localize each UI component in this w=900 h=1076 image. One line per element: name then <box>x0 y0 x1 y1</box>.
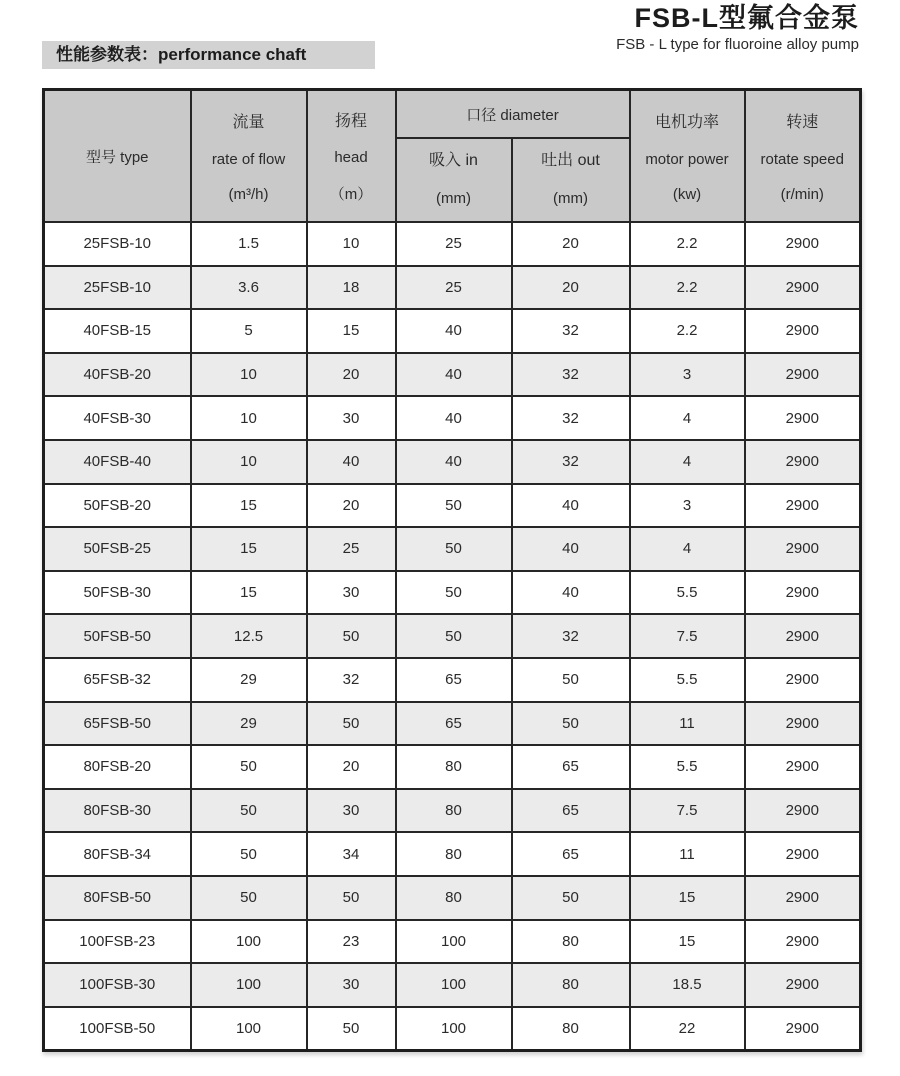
table-row <box>44 702 861 746</box>
table-cell: 100 <box>396 920 512 964</box>
table-cell: 10 <box>191 353 307 397</box>
table-cell: 25 <box>396 222 512 266</box>
table-row <box>44 920 861 964</box>
table-cell: 11 <box>630 702 745 746</box>
table-cell: 80 <box>396 876 512 920</box>
table-cell: 32 <box>512 396 630 440</box>
header-discharge-out: 吐出 out (mm) <box>512 138 630 222</box>
table-row <box>44 745 861 789</box>
header-suction-in: 吸入 in (mm) <box>396 138 512 222</box>
table-cell: 30 <box>307 789 396 833</box>
header-head: 扬程 head （m） <box>307 90 396 223</box>
table-cell: 50 <box>396 484 512 528</box>
table-cell: 4 <box>630 396 745 440</box>
table-cell: 3 <box>630 484 745 528</box>
page-title: FSB-L型氟合金泵 <box>634 3 859 33</box>
performance-table <box>42 88 862 1052</box>
table-cell: 40 <box>396 353 512 397</box>
table-cell: 100 <box>191 920 307 964</box>
table-cell: 50FSB-20 <box>44 484 191 528</box>
table-cell: 18.5 <box>630 963 745 1007</box>
table-cell: 10 <box>307 222 396 266</box>
table-cell: 5.5 <box>630 658 745 702</box>
table-cell: 4 <box>630 440 745 484</box>
table-cell: 2900 <box>745 832 861 876</box>
table-cell: 40FSB-20 <box>44 353 191 397</box>
table-cell: 20 <box>512 222 630 266</box>
table-cell: 40 <box>396 396 512 440</box>
table-cell: 80FSB-50 <box>44 876 191 920</box>
header-flow: 流量 rate of flow (m³/h) <box>191 90 307 223</box>
table-cell: 100FSB-23 <box>44 920 191 964</box>
table-cell: 32 <box>512 440 630 484</box>
table-cell: 40 <box>512 571 630 615</box>
table-cell: 20 <box>307 745 396 789</box>
table-cell: 50FSB-25 <box>44 527 191 571</box>
table-cell: 65FSB-50 <box>44 702 191 746</box>
table-row <box>44 353 861 397</box>
table-cell: 100 <box>396 963 512 1007</box>
table-cell: 4 <box>630 527 745 571</box>
table-cell: 2900 <box>745 484 861 528</box>
table-cell: 11 <box>630 832 745 876</box>
table-cell: 80 <box>512 963 630 1007</box>
table-row <box>44 832 861 876</box>
table-cell: 100FSB-50 <box>44 1007 191 1051</box>
table-cell: 15 <box>191 484 307 528</box>
table-cell: 30 <box>307 396 396 440</box>
table-cell: 2900 <box>745 920 861 964</box>
page-subtitle: FSB - L type for fluoroine alloy pump <box>616 36 859 53</box>
table-cell: 7.5 <box>630 789 745 833</box>
header-type: 型号 type <box>44 90 191 223</box>
table-cell: 20 <box>307 484 396 528</box>
table-row <box>44 789 861 833</box>
table-cell: 5.5 <box>630 571 745 615</box>
table-row <box>44 484 861 528</box>
header-diameter: 口径 diameter <box>396 90 630 139</box>
table-cell: 32 <box>512 309 630 353</box>
table-cell: 50 <box>512 658 630 702</box>
table-cell: 65 <box>512 832 630 876</box>
table-cell: 7.5 <box>630 614 745 658</box>
table-cell: 50 <box>307 702 396 746</box>
table-cell: 32 <box>512 353 630 397</box>
table-cell: 15 <box>630 876 745 920</box>
table-cell: 15 <box>191 527 307 571</box>
table-cell: 25 <box>307 527 396 571</box>
table-cell: 23 <box>307 920 396 964</box>
table-cell: 18 <box>307 266 396 310</box>
table-cell: 20 <box>512 266 630 310</box>
table-cell: 65 <box>396 658 512 702</box>
table-cell: 65FSB-32 <box>44 658 191 702</box>
table-cell: 50 <box>512 876 630 920</box>
table-row <box>44 1007 861 1051</box>
table-cell: 50 <box>191 832 307 876</box>
table-cell: 100 <box>396 1007 512 1051</box>
table-cell: 80 <box>396 789 512 833</box>
table-cell: 40FSB-15 <box>44 309 191 353</box>
table-cell: 100FSB-30 <box>44 963 191 1007</box>
table-cell: 3.6 <box>191 266 307 310</box>
table-body <box>44 222 861 1051</box>
table-cell: 50 <box>191 745 307 789</box>
table-cell: 50 <box>396 571 512 615</box>
table-cell: 40FSB-40 <box>44 440 191 484</box>
table-cell: 20 <box>307 353 396 397</box>
table-cell: 1.5 <box>191 222 307 266</box>
table-cell: 50 <box>307 614 396 658</box>
header-rotate-speed: 转速 rotate speed (r/min) <box>745 90 861 223</box>
table-cell: 50 <box>191 789 307 833</box>
page-title-block <box>616 2 859 54</box>
table-cell: 2900 <box>745 571 861 615</box>
table-cell: 2900 <box>745 614 861 658</box>
table-cell: 2900 <box>745 222 861 266</box>
table-cell: 80FSB-34 <box>44 832 191 876</box>
table-row <box>44 571 861 615</box>
table-cell: 50 <box>307 876 396 920</box>
table-cell: 15 <box>630 920 745 964</box>
table-cell: 2900 <box>745 396 861 440</box>
table-row <box>44 309 861 353</box>
table-cell: 2900 <box>745 876 861 920</box>
header-motor-power: 电机功率 motor power (kw) <box>630 90 745 223</box>
table-cell: 40FSB-30 <box>44 396 191 440</box>
table-cell: 65 <box>396 702 512 746</box>
section-label: 性能参数表：performance chaft <box>56 45 307 64</box>
table-row <box>44 658 861 702</box>
table-cell: 50 <box>512 702 630 746</box>
table-cell: 30 <box>307 571 396 615</box>
table-cell: 2900 <box>745 440 861 484</box>
table-cell: 2900 <box>745 789 861 833</box>
table-cell: 80FSB-20 <box>44 745 191 789</box>
table-cell: 25FSB-10 <box>44 222 191 266</box>
table-cell: 10 <box>191 396 307 440</box>
table-cell: 34 <box>307 832 396 876</box>
table-cell: 50 <box>396 527 512 571</box>
table-cell: 29 <box>191 702 307 746</box>
table-cell: 12.5 <box>191 614 307 658</box>
table-row <box>44 222 861 266</box>
table-cell: 2900 <box>745 527 861 571</box>
table-cell: 65 <box>512 789 630 833</box>
table-cell: 100 <box>191 963 307 1007</box>
table-cell: 40 <box>307 440 396 484</box>
table-cell: 80 <box>512 1007 630 1051</box>
table-row <box>44 527 861 571</box>
table-cell: 80 <box>512 920 630 964</box>
table-cell: 50 <box>307 1007 396 1051</box>
table-cell: 2.2 <box>630 222 745 266</box>
table-cell: 40 <box>512 527 630 571</box>
table-cell: 2900 <box>745 658 861 702</box>
table-row <box>44 396 861 440</box>
table-cell: 2900 <box>745 745 861 789</box>
table-cell: 22 <box>630 1007 745 1051</box>
table-cell: 40 <box>396 309 512 353</box>
table-cell: 50FSB-50 <box>44 614 191 658</box>
table-cell: 15 <box>307 309 396 353</box>
table-cell: 2900 <box>745 353 861 397</box>
table-cell: 40 <box>396 440 512 484</box>
table-cell: 29 <box>191 658 307 702</box>
table-row <box>44 614 861 658</box>
table-cell: 50 <box>396 614 512 658</box>
table-cell: 2900 <box>745 702 861 746</box>
table-cell: 80FSB-30 <box>44 789 191 833</box>
table-cell: 80 <box>396 832 512 876</box>
table-cell: 15 <box>191 571 307 615</box>
table-row <box>44 266 861 310</box>
table-cell: 50 <box>191 876 307 920</box>
table-cell: 65 <box>512 745 630 789</box>
table-row <box>44 963 861 1007</box>
section-label-bar <box>42 41 375 69</box>
table-cell: 100 <box>191 1007 307 1051</box>
table-cell: 5.5 <box>630 745 745 789</box>
table-cell: 5 <box>191 309 307 353</box>
table-row <box>44 440 861 484</box>
table-cell: 30 <box>307 963 396 1007</box>
table-cell: 50FSB-30 <box>44 571 191 615</box>
table-cell: 80 <box>396 745 512 789</box>
table-cell: 25FSB-10 <box>44 266 191 310</box>
table-cell: 2.2 <box>630 309 745 353</box>
table-cell: 2.2 <box>630 266 745 310</box>
table-cell: 32 <box>512 614 630 658</box>
table-cell: 2900 <box>745 1007 861 1051</box>
table-cell: 10 <box>191 440 307 484</box>
table-cell: 25 <box>396 266 512 310</box>
table-cell: 2900 <box>745 266 861 310</box>
table-cell: 2900 <box>745 963 861 1007</box>
table-header <box>44 90 861 223</box>
table-cell: 32 <box>307 658 396 702</box>
table-cell: 3 <box>630 353 745 397</box>
table-row <box>44 876 861 920</box>
table-cell: 40 <box>512 484 630 528</box>
table-cell: 2900 <box>745 309 861 353</box>
